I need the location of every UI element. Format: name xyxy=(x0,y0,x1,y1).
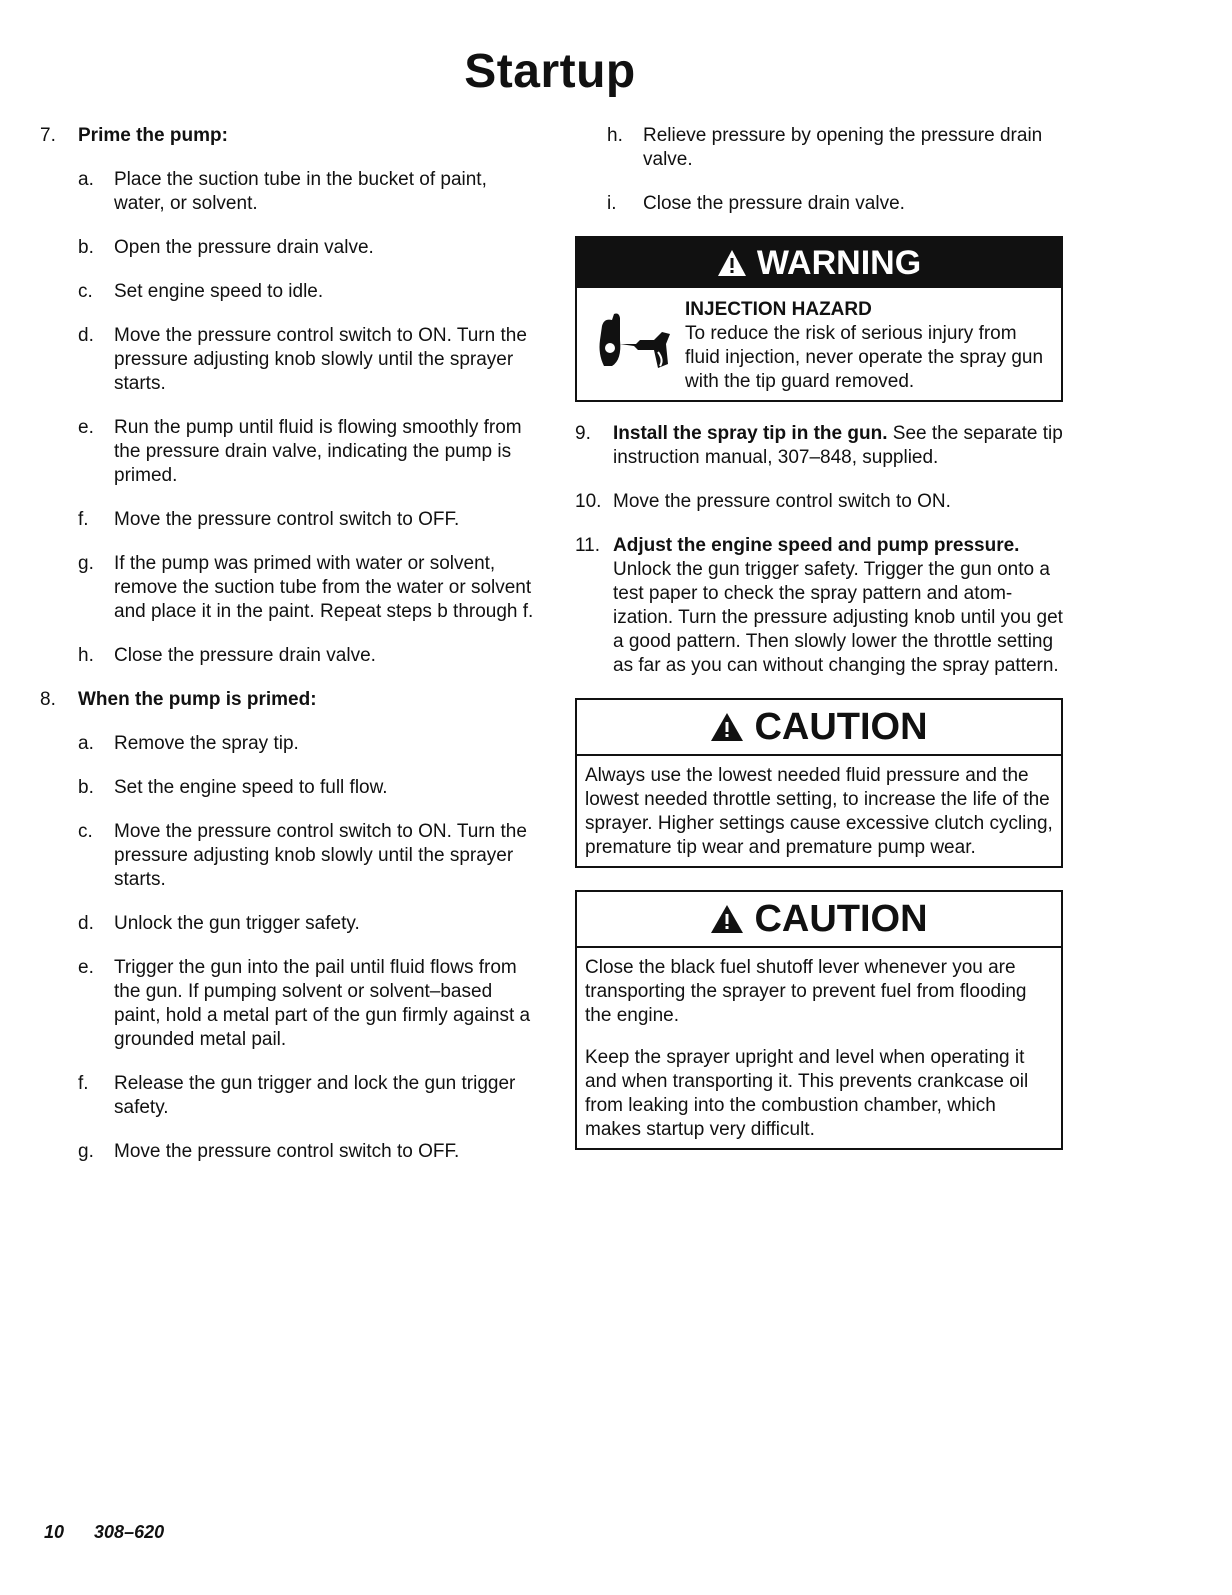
item-letter: f. xyxy=(78,509,89,530)
item-letter: h. xyxy=(607,125,623,146)
item-letter: h. xyxy=(78,645,94,666)
list-item xyxy=(78,416,540,488)
item-text: Release the gun trigger and lock the gun trigger safety. xyxy=(114,1073,516,1118)
list-item xyxy=(78,644,540,668)
warning-header xyxy=(577,238,1061,288)
item-text: Remove the spray tip. xyxy=(114,733,299,754)
list-item xyxy=(78,324,540,396)
step-10 xyxy=(575,490,1063,514)
list-item xyxy=(78,956,540,1052)
caution-label: CAUTION xyxy=(754,706,928,748)
warning-triangle-icon xyxy=(717,249,747,277)
step-number: 8. xyxy=(40,689,56,710)
warning-box xyxy=(575,236,1063,402)
item-letter: g. xyxy=(78,553,94,574)
list-item xyxy=(78,912,540,936)
item-letter: b. xyxy=(78,237,94,258)
caution-box-throttle xyxy=(575,698,1063,868)
item-text: Move the pressure control switch to OFF. xyxy=(114,1141,460,1162)
caution-text: Close the black fuel shutoff lever whenever you are transporting the sprayer to prevent fuel from flooding the engine. xyxy=(585,957,1027,1026)
item-text: Close the pressure drain valve. xyxy=(643,193,905,214)
item-letter: g. xyxy=(78,1141,94,1162)
warning-text: To reduce the risk of serious injury from fluid injection, never operate the spray gun with the tip guard removed. xyxy=(685,323,1044,392)
item-text: Relieve pressure by opening the pressure drain valve. xyxy=(643,125,1043,170)
step-heading: Prime the pump: xyxy=(78,125,228,146)
caution-text: Always use the lowest needed fluid pressure and the lowest needed throttle setting, to increase the life of the sprayer. Higher settings cause excessive clutch cycling, premature tip wear and premature pump wear. xyxy=(585,765,1053,858)
hazard-title: INJECTION HAZARD xyxy=(685,299,872,320)
item-text: Open the pressure drain valve. xyxy=(114,237,374,258)
step-heading: Adjust the engine speed and pump pressure. xyxy=(613,535,1020,556)
list-item xyxy=(78,236,540,260)
item-text: Unlock the gun trigger safety. xyxy=(114,913,360,934)
item-text: Close the pressure drain valve. xyxy=(114,645,376,666)
list-item xyxy=(607,192,1063,216)
step-number: 9. xyxy=(575,423,591,444)
item-text: If the pump was primed with water or solvent, remove the suction tube from the water or solvent and place it in the paint. Repeat steps b through f. xyxy=(114,553,534,622)
document-number: 308–620 xyxy=(94,1522,165,1542)
list-item xyxy=(78,1072,540,1120)
item-letter: a. xyxy=(78,733,94,754)
left-column xyxy=(40,124,540,1184)
caution-header xyxy=(577,700,1061,756)
list-item xyxy=(78,820,540,892)
right-column xyxy=(575,124,1063,1172)
item-letter: e. xyxy=(78,417,94,438)
item-letter: b. xyxy=(78,777,94,798)
warning-content xyxy=(685,298,1053,394)
item-text: Trigger the gun into the pail until fluid flows from the gun. If pumping solvent or solvent–based paint, hold a metal part of the gun firmly against a grounded metal pail. xyxy=(114,957,531,1050)
caution-label: CAUTION xyxy=(754,898,928,940)
caution-text: Keep the sprayer upright and level when operating it and when transporting it. This prevents crankcase oil from leaking into the combustion chamber, which makes startup very difficult. xyxy=(585,1047,1029,1140)
item-text: Move the pressure control switch to OFF. xyxy=(114,509,460,530)
list-item xyxy=(78,732,540,756)
item-letter: i. xyxy=(607,193,617,214)
list-item xyxy=(607,124,1063,172)
step-7 xyxy=(40,124,540,148)
item-letter: d. xyxy=(78,325,94,346)
caution-header xyxy=(577,892,1061,948)
item-text: Set engine speed to idle. xyxy=(114,281,324,302)
step-8 xyxy=(40,688,540,712)
warning-triangle-icon xyxy=(710,712,744,742)
step-text: Move the pressure control switch to ON. xyxy=(613,491,951,512)
item-letter: e. xyxy=(78,957,94,978)
list-item xyxy=(78,280,540,304)
item-text: Place the suction tube in the bucket of paint, water, or solvent. xyxy=(114,169,487,214)
item-text: Set the engine speed to full flow. xyxy=(114,777,388,798)
item-letter: a. xyxy=(78,169,94,190)
list-item xyxy=(78,552,540,624)
item-text: Move the pressure control switch to ON. Turn the pressure adjusting knob slowly until the sprayer starts. xyxy=(114,821,527,890)
warning-body xyxy=(577,288,1061,400)
item-text: Run the pump until fluid is flowing smoothly from the pressure drain valve, indicating the pump is primed. xyxy=(114,417,522,486)
step-text: See the separate tip instruction manual, 307–848, supplied. xyxy=(613,423,1063,468)
item-letter: c. xyxy=(78,281,93,302)
step-number: 7. xyxy=(40,125,56,146)
step-number: 11. xyxy=(575,535,601,556)
list-item xyxy=(78,168,540,216)
step-text: Unlock the gun trigger safety. Trigger the gun onto a test paper to check the spray pattern and atom- ization. Turn the pressure adjusting knob until you get a good pattern. Then slowly lower the throttle setting as far as you can without changing the spray pattern. xyxy=(613,559,1063,676)
list-item xyxy=(78,508,540,532)
step-heading: When the pump is primed: xyxy=(78,689,317,710)
step-number: 10. xyxy=(575,491,602,512)
page-number: 10 xyxy=(44,1522,65,1542)
caution-box-fuel xyxy=(575,890,1063,1150)
step-heading: Install the spray tip in the gun. xyxy=(613,423,888,444)
item-letter: c. xyxy=(78,821,93,842)
page-footer xyxy=(44,1522,194,1543)
injection-hazard-icon xyxy=(585,298,685,394)
list-item xyxy=(78,1140,540,1164)
item-letter: d. xyxy=(78,913,94,934)
step-9 xyxy=(575,422,1063,470)
step-11 xyxy=(575,534,1063,678)
warning-label: WARNING xyxy=(756,244,922,282)
list-item xyxy=(78,776,540,800)
item-letter: f. xyxy=(78,1073,89,1094)
item-text: Move the pressure control switch to ON. Turn the pressure adjusting knob slowly until the sprayer starts. xyxy=(114,325,527,394)
page-title: Startup xyxy=(464,45,636,98)
warning-triangle-icon xyxy=(710,904,744,934)
